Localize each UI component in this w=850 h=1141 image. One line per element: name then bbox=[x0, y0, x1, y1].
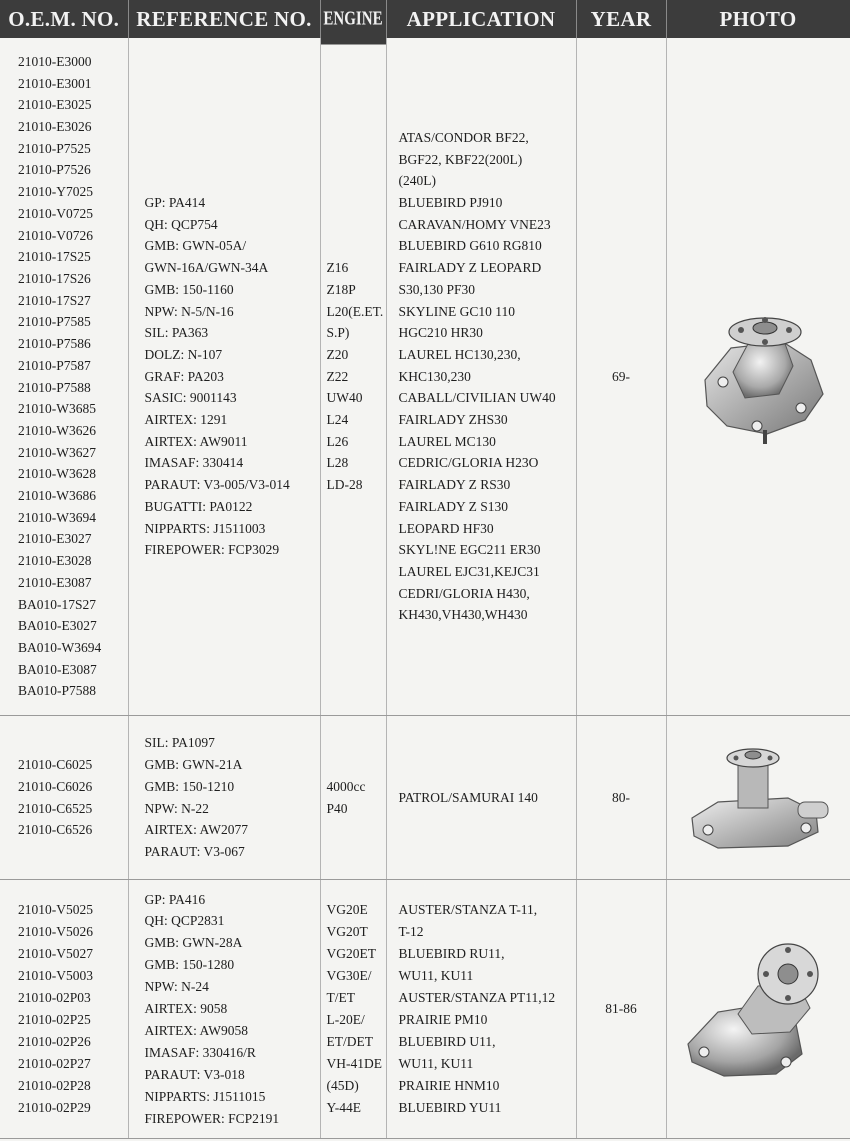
cell-line: NPW: N-22 bbox=[144, 800, 209, 816]
cell-line: SIL: PA1097 bbox=[144, 734, 215, 750]
cell-line: BA010-E3027 bbox=[18, 618, 97, 634]
cell-line: BA010-P7588 bbox=[18, 683, 97, 699]
cell-line: GP: PA416 bbox=[144, 891, 206, 907]
cell-line: 21010-Y7025 bbox=[18, 184, 93, 200]
year-cell: 81-86 bbox=[576, 880, 666, 1139]
cell-line: FAIRLADY Z LEOPARD bbox=[398, 260, 542, 276]
year-cell: 80- bbox=[576, 716, 666, 880]
cell-line: 21010-17S27 bbox=[18, 292, 91, 308]
cell-line: (240L) bbox=[398, 173, 436, 189]
cell-line: BGF22, KBF22(200L) bbox=[398, 151, 523, 167]
cell-line: 21010-P7587 bbox=[18, 357, 91, 373]
header-photo: PHOTO bbox=[666, 0, 850, 38]
photo-cell bbox=[666, 880, 850, 1139]
cell-line: HGC210 HR30 bbox=[398, 325, 483, 341]
cell-line: SASIC: 9001143 bbox=[144, 390, 237, 406]
cell-line: CARAVAN/HOMY VNE23 bbox=[398, 216, 551, 232]
cell-line: 21010-02P29 bbox=[18, 1099, 91, 1115]
photo-cell bbox=[666, 38, 850, 716]
cell-line: FAIRLADY Z S130 bbox=[398, 498, 509, 514]
engine-cell bbox=[320, 716, 386, 880]
reference-list bbox=[145, 192, 320, 561]
cell-line: L28 bbox=[326, 455, 349, 471]
engine-list bbox=[327, 776, 386, 820]
cell-line: 21010-E3087 bbox=[18, 574, 92, 590]
cell-line: WU11, KU11 bbox=[398, 1055, 474, 1071]
cell-line: IMASAF: 330414 bbox=[144, 455, 244, 471]
cell-line: 21010-02P28 bbox=[18, 1077, 91, 1093]
cell-line: SKYLINE GC10 110 bbox=[398, 303, 515, 319]
cell-line: CEDRI/GLORIA H430, bbox=[398, 585, 530, 601]
cell-line: FIREPOWER: FCP2191 bbox=[144, 1110, 280, 1126]
oem-cell bbox=[0, 716, 128, 880]
application-cell bbox=[386, 38, 576, 716]
application-list bbox=[399, 787, 576, 809]
cell-line: 21010-E3027 bbox=[18, 531, 92, 547]
oem-list bbox=[18, 899, 128, 1118]
cell-line: 21010-V5025 bbox=[18, 902, 93, 918]
cell-line: AUSTER/STANZA T-11, bbox=[398, 902, 538, 918]
header-year: YEAR bbox=[576, 0, 666, 38]
cell-line: 21010-W3694 bbox=[18, 509, 96, 525]
cell-line: AIRTEX: AW2077 bbox=[144, 822, 248, 838]
cell-line: 21010-V0725 bbox=[18, 205, 93, 221]
cell-line: 21010-P7588 bbox=[18, 379, 91, 395]
table-row bbox=[0, 716, 850, 880]
cell-line: 21010-V5027 bbox=[18, 946, 93, 962]
cell-line: L20(E.ET. bbox=[326, 303, 384, 319]
reference-list bbox=[145, 889, 320, 1130]
cell-line: 21010-17S25 bbox=[18, 249, 91, 265]
cell-line: 21010-C6026 bbox=[18, 778, 93, 794]
cell-line: BLUEBIRD YU11 bbox=[398, 1099, 502, 1115]
cell-line: AIRTEX: 9058 bbox=[144, 1001, 228, 1017]
reference-list bbox=[145, 732, 320, 863]
cell-line: PARAUT: V3-005/V3-014 bbox=[144, 477, 290, 493]
cell-line: ATAS/CONDOR BF22, bbox=[398, 129, 529, 145]
cell-line: 21010-C6025 bbox=[18, 756, 93, 772]
cell-line: L24 bbox=[326, 412, 349, 428]
cell-line: 21010-P7526 bbox=[18, 162, 91, 178]
cell-line: L26 bbox=[326, 433, 349, 449]
cell-line: 21010-E3001 bbox=[18, 75, 92, 91]
engine-list bbox=[327, 899, 386, 1118]
cell-line: S30,130 PF30 bbox=[398, 281, 476, 297]
cell-line: Z22 bbox=[326, 368, 349, 384]
cell-line: 21010-W3626 bbox=[18, 422, 96, 438]
cell-line: 21010-E3028 bbox=[18, 553, 92, 569]
header-engine: ENGINE bbox=[320, 0, 386, 45]
engine-list bbox=[327, 257, 386, 496]
cell-line: GMB: 150-1160 bbox=[144, 281, 234, 297]
cell-line: BLUEBIRD U11, bbox=[398, 1033, 496, 1049]
reference-cell bbox=[128, 880, 320, 1139]
oem-list bbox=[18, 754, 128, 842]
cell-line: 21010-E3000 bbox=[18, 53, 92, 69]
header-reference: REFERENCE NO. bbox=[128, 0, 320, 38]
cell-line: CABALL/CIVILIAN UW40 bbox=[398, 390, 556, 406]
cell-line: GMB: 150-1280 bbox=[144, 957, 235, 973]
cell-line: NPW: N-5/N-16 bbox=[144, 303, 234, 319]
cell-line: LAUREL MC130 bbox=[398, 433, 496, 449]
photo-cell bbox=[666, 716, 850, 880]
cell-line: LAUREL EJC31,KEJC31 bbox=[398, 563, 540, 579]
cell-line: LD-28 bbox=[326, 477, 363, 493]
cell-line: 21010-P7525 bbox=[18, 140, 91, 156]
application-list bbox=[399, 899, 576, 1118]
cell-line: BA010-17S27 bbox=[18, 596, 97, 612]
cell-line: 21010-W3627 bbox=[18, 444, 96, 460]
oem-list bbox=[18, 51, 128, 702]
cell-line: 21010-E3026 bbox=[18, 119, 92, 135]
cell-line: 21010-E3025 bbox=[18, 97, 92, 113]
cell-line: 21010-02P26 bbox=[18, 1033, 91, 1049]
table-row bbox=[0, 880, 850, 1139]
reference-cell bbox=[128, 38, 320, 716]
cell-line: 21010-02P03 bbox=[18, 990, 91, 1006]
cell-line: T/ET bbox=[326, 990, 355, 1006]
year-cell: 69- bbox=[576, 38, 666, 716]
cell-line: GRAF: PA203 bbox=[144, 368, 224, 384]
cell-line: 21010-W3685 bbox=[18, 401, 96, 417]
application-list bbox=[399, 127, 576, 626]
cell-line: GMB: GWN-21A bbox=[144, 756, 243, 772]
cell-line: VG30E/ bbox=[326, 968, 372, 984]
cell-line: AIRTEX: AW9011 bbox=[144, 433, 248, 449]
cell-line: 4000cc bbox=[326, 778, 366, 794]
cell-line: AIRTEX: AW9058 bbox=[144, 1022, 248, 1038]
water-pump-icon bbox=[678, 738, 838, 858]
cell-line: Z18P bbox=[326, 281, 356, 297]
cell-line: Z20 bbox=[326, 346, 349, 362]
cell-line: (45D) bbox=[326, 1077, 359, 1093]
reference-cell bbox=[128, 716, 320, 880]
cell-line: PARAUT: V3-018 bbox=[144, 1066, 245, 1082]
cell-line: VG20ET bbox=[326, 946, 376, 962]
cell-line: Z16 bbox=[326, 260, 349, 276]
cell-line: SIL: PA363 bbox=[144, 325, 209, 341]
cell-line: BA010-W3694 bbox=[18, 639, 102, 655]
cell-line: 21010-V0726 bbox=[18, 227, 93, 243]
cell-line: 21010-P7586 bbox=[18, 336, 91, 352]
water-pump-icon bbox=[678, 934, 838, 1084]
cell-line: GMB: 150-1210 bbox=[144, 778, 235, 794]
cell-line: LEOPARD HF30 bbox=[398, 520, 494, 536]
cell-line: AUSTER/STANZA PT11,12 bbox=[398, 990, 556, 1006]
cell-line: PRAIRIE HNM10 bbox=[398, 1077, 500, 1093]
cell-line: LAUREL HC130,230, bbox=[398, 346, 521, 362]
cell-line: L-20E/ bbox=[326, 1012, 365, 1027]
water-pump-icon bbox=[683, 302, 833, 452]
cell-line: VG20T bbox=[326, 924, 368, 940]
cell-line: DOLZ: N-107 bbox=[144, 346, 223, 362]
oem-cell bbox=[0, 880, 128, 1139]
header-application: APPLICATION bbox=[386, 0, 576, 38]
cell-line: GMB: GWN-28A bbox=[144, 935, 243, 951]
cell-line: 21010-02P27 bbox=[18, 1055, 91, 1071]
engine-cell bbox=[320, 880, 386, 1139]
cell-line: T-12 bbox=[398, 924, 424, 940]
engine-cell bbox=[320, 38, 386, 716]
cell-line: GMB: GWN-05A/ bbox=[144, 238, 247, 254]
cell-line: 21010-V5003 bbox=[18, 968, 93, 984]
cell-line: GP: PA414 bbox=[144, 195, 206, 211]
cell-line: S.P) bbox=[326, 325, 350, 341]
cell-line: VH-41DE bbox=[326, 1055, 382, 1071]
cell-line: BLUEBIRD RU11, bbox=[398, 946, 505, 962]
cell-line: SKYL!NE EGC211 ER30 bbox=[398, 542, 541, 558]
cell-line: BLUEBIRD G610 RG810 bbox=[398, 238, 542, 254]
cell-line: CEDRIC/GLORIA H23O bbox=[398, 455, 539, 471]
cell-line: PARAUT: V3-067 bbox=[144, 844, 245, 860]
cell-line: ET/DET bbox=[326, 1033, 373, 1049]
cell-line: QH: QCP754 bbox=[144, 216, 218, 232]
cell-line: BUGATTI: PA0122 bbox=[144, 498, 253, 514]
cell-line: 21010-17S26 bbox=[18, 270, 91, 286]
header-oem: O.E.M. NO. bbox=[0, 0, 128, 38]
cell-line: UW40 bbox=[326, 390, 363, 406]
cell-line: 21010-02P25 bbox=[18, 1012, 91, 1027]
cell-line: NIPPARTS: J1511003 bbox=[144, 520, 266, 536]
cell-line: BA010-E3087 bbox=[18, 661, 97, 677]
cell-line: Y-44E bbox=[326, 1099, 361, 1115]
cell-line: 21010-W3628 bbox=[18, 466, 96, 482]
cell-line: NPW: N-24 bbox=[144, 979, 209, 995]
application-cell bbox=[386, 716, 576, 880]
cell-line: KH430,VH430,WH430 bbox=[398, 607, 528, 623]
cell-line: WU11, KU11 bbox=[398, 968, 474, 984]
cell-line: IMASAF: 330416/R bbox=[144, 1044, 256, 1060]
cell-line: 21010-V5026 bbox=[18, 924, 93, 940]
table-row bbox=[0, 38, 850, 716]
cell-line: 21010-W3686 bbox=[18, 488, 96, 504]
cell-line: PRAIRIE PM10 bbox=[398, 1012, 488, 1027]
cell-line: FAIRLADY Z RS30 bbox=[398, 477, 511, 493]
cell-line: NIPPARTS: J1511015 bbox=[144, 1088, 266, 1104]
cell-line: 21010-P7585 bbox=[18, 314, 91, 330]
cell-line: VG20E bbox=[326, 902, 368, 918]
table-header bbox=[0, 0, 850, 38]
cell-line: PATROL/SAMURAI 140 bbox=[398, 789, 538, 805]
cell-line: AIRTEX: 1291 bbox=[144, 412, 228, 428]
cell-line: QH: QCP2831 bbox=[144, 913, 225, 929]
cell-line: 21010-C6525 bbox=[18, 800, 93, 816]
cell-line: KHC130,230 bbox=[398, 368, 471, 384]
cell-line: 21010-C6526 bbox=[18, 822, 93, 838]
cell-line: FIREPOWER: FCP3029 bbox=[144, 542, 280, 558]
cell-line: FAIRLADY ZHS30 bbox=[398, 412, 508, 428]
cell-line: BLUEBIRD PJ910 bbox=[398, 195, 503, 211]
cell-line: GWN-16A/GWN-34A bbox=[144, 260, 269, 276]
cell-line: P40 bbox=[326, 800, 348, 816]
application-cell bbox=[386, 880, 576, 1139]
oem-cell bbox=[0, 38, 128, 716]
